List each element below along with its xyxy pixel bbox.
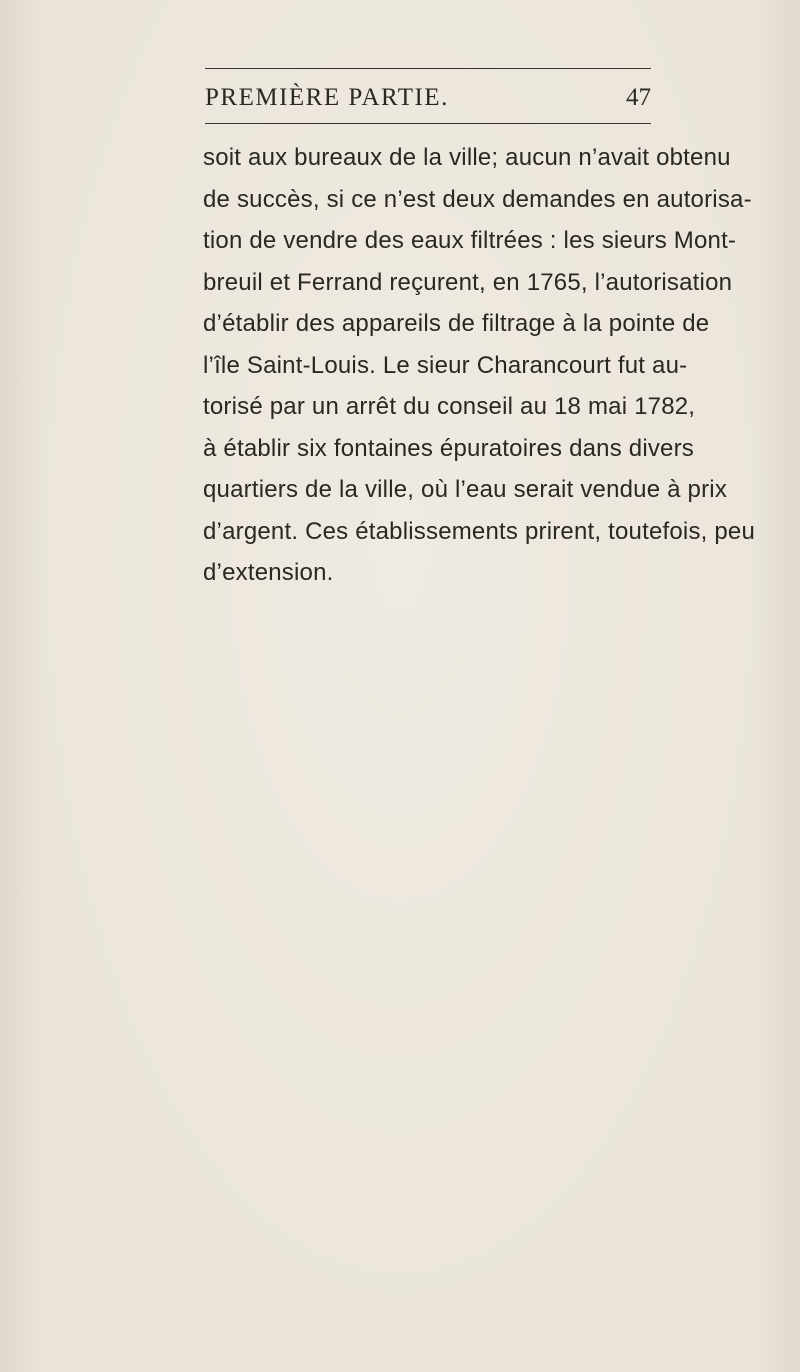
text-line: quartiers de la ville, où l’eau serait vendue à prix <box>203 476 728 503</box>
text-line: tion de vendre des eaux filtrées : les sieurs Mont- <box>203 227 737 254</box>
text-line: d’extension. <box>203 559 334 586</box>
text-line: breuil et Ferrand reçurent, en 1765, l’autorisation <box>203 268 733 296</box>
text-line: à établir six fontaines épuratoires dans divers <box>203 434 694 462</box>
text-line: de succès, si ce n’est deux demandes en autorisa- <box>203 185 752 213</box>
page-number: 47 <box>626 84 651 111</box>
header-bottom-rule <box>205 123 651 124</box>
page-header <box>205 80 651 116</box>
text-line: torisé par un arrêt du conseil au 18 mai 1782, <box>203 393 696 420</box>
running-head: PREMIÈRE PARTIE. <box>205 84 449 111</box>
text-line: l’île Saint-Louis. Le sieur Charancourt fut au- <box>203 351 688 379</box>
text-line: d’établir des appareils de filtrage à la pointe de <box>203 310 710 337</box>
body-paragraph <box>203 137 756 594</box>
header-top-rule <box>205 68 651 69</box>
text-line: d’argent. Ces établissements prirent, toutefois, peu <box>203 517 756 545</box>
text-line: soit aux bureaux de la ville; aucun n’avait obtenu <box>203 144 731 171</box>
